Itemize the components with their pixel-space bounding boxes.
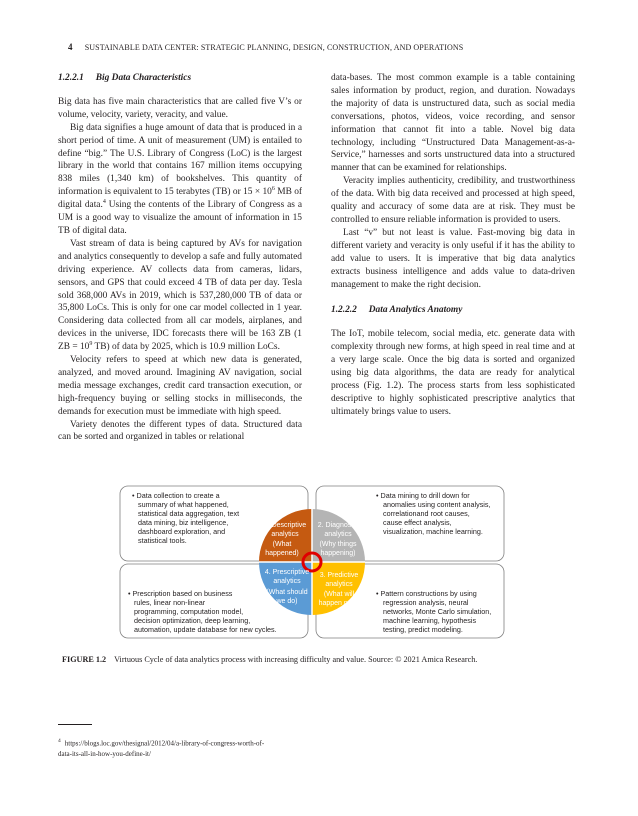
footnote — [58, 736, 308, 759]
prescriptive-sub-1: (What should — [266, 589, 308, 596]
diagnostic-box-line: visualization, machine learning. — [383, 527, 483, 536]
volume-text-b: MB of digital data. — [58, 187, 302, 211]
diagnostic-box-line: correlationand root causes, — [383, 509, 470, 518]
prescriptive-box-line: programming, computation model, — [134, 607, 244, 616]
footnote-url-line-2: data-its-all-in-how-you-define-it/ — [58, 749, 151, 758]
footnote-mark: 4 — [58, 738, 61, 744]
prescriptive-title-1: 4. Prescriptive — [264, 569, 310, 576]
diagnostic-title-2: analytics — [324, 531, 352, 538]
prescriptive-sub-2: we do) — [276, 598, 298, 605]
diagnostic-title-1: 2. Diagnostic — [317, 522, 359, 529]
descriptive-box-line: statistical tools. — [138, 536, 187, 545]
av-text-a: Vast stream of data is being captured by AVs for navigation and analytics consequently to develop a safe and fully automated driving experience. AV collects data from cameras, lidars, sensors, and GPS that could exceed 4 TB of data per day. Tesla sold 368,000 AVs in 2019, which is 537,280,000 TB of data or 35,800 LoCs. This is only for one car model collected in 1 year. Considering data collected from all car models, airplanes, and devices in the universe, IDC forecasts there will be 163 ZB (1 ZB = 10 — [58, 238, 302, 353]
paragraph-velocity: Velocity refers to speed at which new data is generated, analyzed, and moved around. Imagining AV navigation, social media message exchanges, credit card transaction execution, or high-frequency buying or selling stocks in milliseconds, the demands for execution must be immediate with high speed. — [58, 355, 302, 417]
paragraph-analytics-process: The IoT, mobile telecom, social media, etc. generate data with complexity through new forms, at high speed in real time and at a very large scale. Once the big data is sorted and organized using big data algorithms, the data are ready for analytical process (Fig. 1.2). The process starts from less sophisticated descriptive to highly sophisticated prescriptive analytics that ultimately brings value to users. — [331, 329, 575, 417]
exponent: 9 — [89, 341, 93, 347]
prescriptive-box-line: decision optimization, deep learning, — [134, 616, 251, 625]
section-heading-big-data-characteristics — [58, 72, 302, 85]
figure-label: FIGURE 1.2 — [62, 655, 107, 664]
predictive-box-line: machine learning, hypothesis — [383, 616, 477, 625]
figure-analytics-cycle — [119, 485, 505, 639]
footnote-ref: 4 — [102, 199, 106, 206]
footnote-url-line-1: https://blogs.loc.gov/thesignal/2012/04/a-library-of-congress-worth-of- — [64, 739, 265, 748]
paragraph-five-vs: Big data has five main characteristics that are called five V’s or volume, velocity, variety, veracity, and value. — [58, 96, 302, 120]
diagnostic-sub-2: happening) — [320, 550, 356, 557]
running-header — [68, 42, 463, 52]
diagnostic-box-line: cause effect analysis, — [383, 518, 452, 527]
predictive-title-1: 3. Predictive — [319, 572, 359, 579]
predictive-box-line: • Pattern constructions by using — [376, 589, 477, 598]
figure-caption-text: Virtuous Cycle of data analytics process with increasing difficulty and value. Source: © 2021 Amica Research. — [114, 655, 478, 664]
figure-caption — [62, 654, 582, 665]
descriptive-sub-1: (What — [272, 541, 292, 548]
paragraph-unstructured: data-bases. The most common example is a table containing sales information by product, region, and duration. Nowadays the majority of data is unstructured data, such as social media conversations, photos, videos, voice recording, and sensor information that cannot fit into a table. Novel big data technology, including “Unstructured Data Management-as-a-Service,” harnesses and sorts unstructured data into a structured manner that can be examined for relationships. — [331, 73, 575, 174]
descriptive-box-line: summary of what happened, — [138, 500, 229, 509]
paragraph-value: Last “v” but not least is value. Fast-moving big data in different variety and veracity is only useful if it has the ability to add value to users. It is imperative that big data analytics extracts business intelligence and adds value to data-driven management to make the right decision. — [331, 227, 575, 290]
running-title: SUSTAINABLE DATA CENTER: STRATEGIC PLANNING, DESIGN, CONSTRUCTION, AND OPERATIONS — [84, 43, 464, 52]
descriptive-sub-2: happened) — [265, 550, 299, 557]
paragraph-veracity: Veracity implies authenticity, credibility, and trustworthiness of the data. With big data received and processed at high speed, quality and accuracy of some data are at risk. They must be controlled to ensure reliable information is provided to users. — [331, 176, 575, 225]
prescriptive-box-line: • Prescription based on business — [128, 589, 233, 598]
predictive-sub-1: (What will — [323, 591, 355, 598]
footnote-divider — [58, 724, 92, 725]
page-number: 4 — [68, 42, 73, 52]
predictive-box-line: regression analysis, neural — [383, 598, 469, 607]
descriptive-box-line: • Data collection to create a — [132, 491, 220, 500]
predictive-title-2: analytics — [325, 581, 353, 588]
section-number: 1.2.2.2 — [331, 305, 357, 316]
volume-text-c: Using the contents of the Library of Congress as a UM is a good way to visualize the amount of information in 15 TB of digital data. — [58, 200, 302, 236]
descriptive-box-line: dashboard exploration, and — [138, 527, 226, 536]
descriptive-title-2: analytics — [271, 531, 299, 538]
analytics-cycle-diagram — [119, 485, 505, 639]
prescriptive-title-2: analytics — [273, 578, 301, 585]
descriptive-title-1: 1. Descriptive — [263, 522, 307, 529]
section-title: Big Data Characteristics — [95, 73, 192, 83]
av-text-b: TB) of data by 2025, which is 10.9 million LoCs. — [92, 342, 280, 353]
prescriptive-box-line: rules, linear non-linear — [134, 598, 206, 607]
left-column — [58, 72, 302, 444]
exponent: 6 — [271, 186, 275, 193]
section-title: Data Analytics Anatomy — [368, 305, 463, 316]
paragraph-volume — [58, 122, 302, 238]
paragraph-variety: Variety denotes the different types of data. Structured data can be sorted and organized in tables or relational — [58, 419, 302, 443]
volume-text-a: Big data signifies a huge amount of data that is produced in a short period of time. A unit of measurement (UM) is entailed to define “big.” The U.S. Library of Congress (LoC) is the largest library in the world that contains 167 million items occupying 838 miles (1,340 km) of bookshelves. This quantity of information is equivalent to 15 terabytes (TB) or 15 × 10 — [58, 122, 302, 198]
diagnostic-box-line: • Data mining to drill down for — [376, 491, 470, 500]
predictive-box-line: testing, predict modeling. — [383, 625, 463, 634]
right-column — [331, 72, 575, 419]
descriptive-box-line: statistical data aggregation, text — [138, 509, 240, 518]
section-heading-data-analytics-anatomy — [331, 304, 575, 317]
diagnostic-sub-1: (Why things — [319, 541, 357, 548]
prescriptive-box-line: automation, update database for new cycles. — [134, 625, 277, 634]
diagnostic-box-line: anomalies using content analysis, — [383, 500, 491, 509]
paragraph-av-data — [58, 238, 302, 354]
section-number: 1.2.2.1 — [58, 73, 84, 83]
descriptive-box-line: data mining, biz intelligence, — [138, 518, 229, 527]
predictive-box-line: networks, Monte Carlo simulation, — [383, 607, 492, 616]
predictive-sub-2: happen next) — [318, 600, 360, 607]
